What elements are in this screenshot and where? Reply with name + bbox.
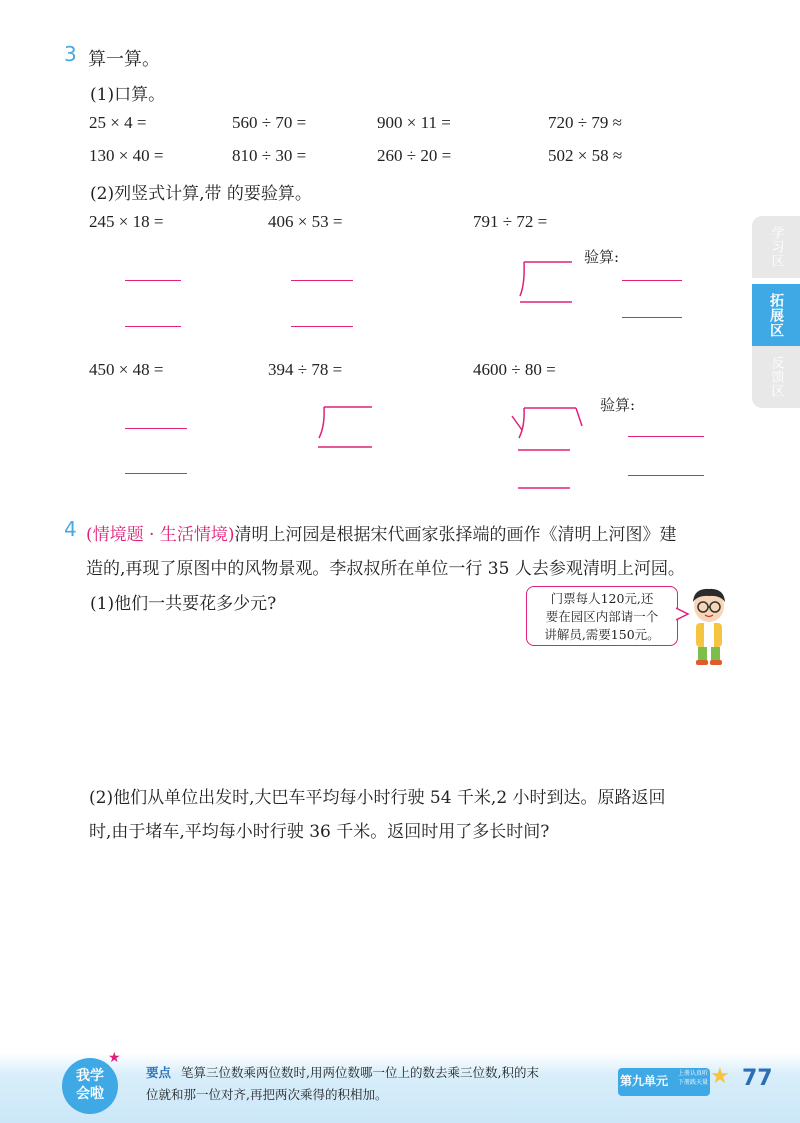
calc-line [291,326,353,327]
vertical-item: 245 × 18 = [89,212,164,231]
mascot-star-icon: ★ [710,1064,730,1089]
bubble-line: 门票每人120元,还 [550,591,654,606]
footer-logo [62,1058,118,1114]
key-label: 要点 [146,1065,172,1080]
page-number: 77 [742,1066,773,1091]
unit-label: 第九单元 [620,1074,669,1088]
calc-line [622,317,682,318]
question-4-line2: 造的,再现了原图中的风物景观。李叔叔所在单位一行 35 人去参观清明上河园。 [86,559,685,579]
oral-item: 810 ÷ 30 = [232,146,307,165]
division-bracket [512,256,582,306]
oral-item: 130 × 40 = [89,146,164,165]
vertical-item: 450 × 48 = [89,360,164,379]
division-bracket [310,400,380,452]
calc-line [125,280,181,281]
sub-question-2-line1: (2)他们从单位出发时,大巴车平均每小时行驶 54 千米,2 小时到达。原路返回 [89,788,666,808]
part1-label: (1)口算。 [90,85,166,105]
key-line2: 位就和那一位对齐,再把两次乘得的积相加。 [146,1087,388,1102]
tab-feedback-area[interactable]: 反馈区 [752,346,800,408]
oral-item: 260 ÷ 20 = [377,146,452,165]
check-label: 验算: [600,396,636,414]
oral-item: 720 ÷ 79 ≈ [548,113,622,132]
oral-item: 502 × 58 ≈ [548,146,623,165]
question-number-4: 4 [64,517,77,541]
logo-line: 我学 [76,1068,104,1084]
calc-line [622,280,682,281]
oral-item: 900 × 11 = [377,113,451,132]
calc-line [291,280,353,281]
sub-question-2-line2: 时,由于堵车,平均每小时行驶 36 千米。返回时用了多长时间? [89,822,550,842]
question-3-title: 算一算。 [88,49,160,70]
key-line1: 笔算三位数乘两位数时,用两位数哪一位上的数去乘三位数,积的末 [181,1065,539,1080]
question-number-3: 3 [64,42,77,66]
part2-label: (2)列竖式计算,带 的要验算。 [90,184,312,204]
vertical-item: 791 ÷ 72 = [473,212,548,231]
tab-extension-area[interactable]: 拓展区 [752,284,800,346]
logo-line: 会啦 [76,1086,104,1102]
division-bracket [508,400,590,492]
bubble-line: 要在园区内部请一个 [545,609,659,624]
check-label: 验算: [584,248,620,266]
vertical-item: 394 ÷ 78 = [268,360,343,379]
oral-item: 25 × 4 = [89,113,147,132]
sub-question-1: (1)他们一共要花多少元? [90,594,277,614]
calc-line [125,428,187,429]
question-4-line1: 清明上河园是根据宋代画家张择端的画作《清明上河图》建 [234,525,677,545]
unit-sub: 上册认真听 下册践天量 [678,1070,709,1086]
vertical-item: 4600 ÷ 80 = [473,360,556,379]
oral-item: 560 ÷ 70 = [232,113,307,132]
calc-line [628,436,704,437]
calc-line [125,473,187,474]
calc-line [125,326,181,327]
star-icon: ★ [108,1050,121,1066]
vertical-item: 406 × 53 = [268,212,343,231]
tab-study-area[interactable]: 学习区 [752,216,800,278]
bubble-line: 讲解员,需要150元。 [544,627,660,642]
speech-bubble [526,586,678,646]
question-tag: (情境题 · 生活情境) [86,525,235,545]
boy-character-icon [684,586,734,666]
calc-line [628,475,704,476]
